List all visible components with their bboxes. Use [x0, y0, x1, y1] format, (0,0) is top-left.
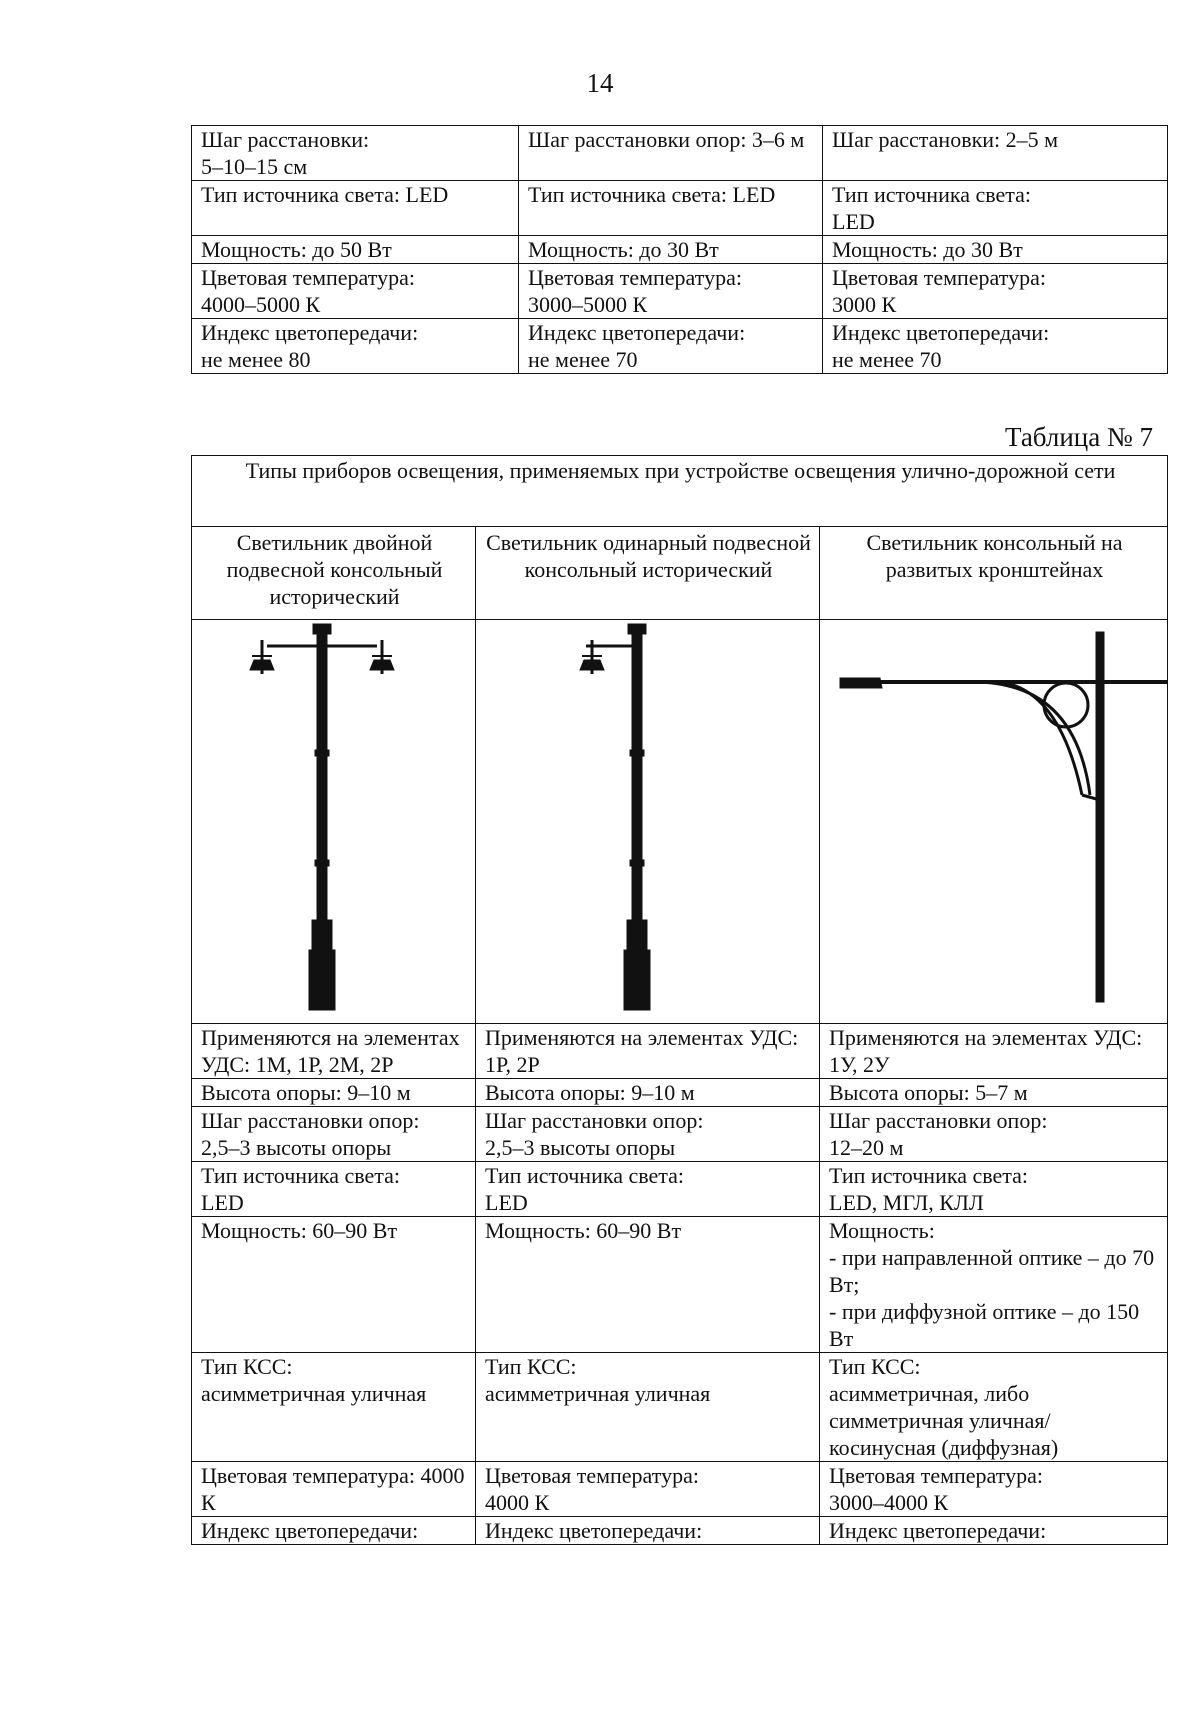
- bracket-console-lamp-icon: [820, 620, 1168, 1023]
- table-row: [192, 1024, 1168, 1079]
- table-row: [192, 1107, 1168, 1162]
- lighting-table: [191, 455, 1168, 1545]
- table-cell: Индекс цветопередачи:: [820, 1517, 1168, 1545]
- table-row: [192, 1353, 1168, 1462]
- table-row: [192, 1162, 1168, 1217]
- table-cell: Индекс цветопередачи: не менее 80: [192, 319, 519, 374]
- table-row: [192, 181, 1168, 236]
- image-cell: [192, 620, 476, 1024]
- table-cell: Шаг расстановки опор: 12–20 м: [820, 1107, 1168, 1162]
- page-number: 14: [586, 68, 614, 98]
- table-cell: Тип источника света: LED: [823, 181, 1168, 236]
- table-cell: Мощность: 60–90 Вт: [192, 1217, 476, 1353]
- table-cell: Применяются на элементах УДС: 1Р, 2Р: [476, 1024, 820, 1079]
- table-cell: Мощность: до 30 Вт: [823, 236, 1168, 264]
- image-cell: [476, 620, 820, 1024]
- column-header: Светильник двойной подвесной консольный исторический: [192, 527, 476, 620]
- table-row: [192, 1079, 1168, 1107]
- table-row: [192, 1217, 1168, 1353]
- table-cell: Шаг расстановки опор: 2,5–3 высоты опоры: [192, 1107, 476, 1162]
- table-row: [192, 1462, 1168, 1517]
- table-cell: Применяются на элементах УДС: 1У, 2У: [820, 1024, 1168, 1079]
- table-cell: Цветовая температура: 4000–5000 К: [192, 264, 519, 319]
- table-title: Типы приборов освещения, применяемых при устройстве освещения улично-дорожной сети: [192, 456, 1168, 527]
- table-cell: Тип КСС: асимметричная уличная: [476, 1353, 820, 1462]
- table-cell: Цветовая температура: 3000 К: [823, 264, 1168, 319]
- table-row: [192, 126, 1168, 181]
- table-cell: Шаг расстановки опор: 2,5–3 высоты опоры: [476, 1107, 820, 1162]
- double-historic-lamp-icon: [192, 620, 476, 1023]
- single-historic-lamp-icon: [476, 620, 820, 1023]
- top-table: [191, 125, 1168, 374]
- table-cell: Тип источника света: LED: [192, 181, 519, 236]
- table-cell: Тип КСС: асимметричная уличная: [192, 1353, 476, 1462]
- table-cell: Индекс цветопередачи:: [476, 1517, 820, 1545]
- table-cell: Тип источника света: LED: [476, 1162, 820, 1217]
- table-row: [192, 264, 1168, 319]
- table-cell: Высота опоры: 9–10 м: [192, 1079, 476, 1107]
- table-cell: Мощность: 60–90 Вт: [476, 1217, 820, 1353]
- table-caption: Таблица № 7: [1005, 422, 1153, 452]
- table-cell: Тип источника света: LED, МГЛ, КЛЛ: [820, 1162, 1168, 1217]
- column-header: Светильник одинарный подвесной консольный исторический: [476, 527, 820, 620]
- table-cell: Шаг расстановки: 2–5 м: [823, 126, 1168, 181]
- table-cell: Индекс цветопередачи:: [192, 1517, 476, 1545]
- table-cell: Цветовая температура: 4000 К: [476, 1462, 820, 1517]
- table-cell: Индекс цветопередачи: не менее 70: [519, 319, 823, 374]
- table-row: [192, 236, 1168, 264]
- table-cell: Шаг расстановки: 5–10–15 см: [192, 126, 519, 181]
- column-header: Светильник консольный на развитых кронштейнах: [820, 527, 1168, 620]
- table-cell: Тип КСС: асимметричная, либо симметричная уличная/ косинусная (диффузная): [820, 1353, 1168, 1462]
- table-cell: Шаг расстановки опор: 3–6 м: [519, 126, 823, 181]
- table-row: [192, 319, 1168, 374]
- table-cell: Мощность: до 50 Вт: [192, 236, 519, 264]
- table-cell: Мощность: до 30 Вт: [519, 236, 823, 264]
- table-row: [192, 1517, 1168, 1545]
- table-cell: Цветовая температура: 3000–5000 К: [519, 264, 823, 319]
- table-cell: Индекс цветопередачи: не менее 70: [823, 319, 1168, 374]
- table-cell: Высота опоры: 5–7 м: [820, 1079, 1168, 1107]
- table-cell: Цветовая температура: 3000–4000 К: [820, 1462, 1168, 1517]
- table-cell: Применяются на элементах УДС: 1М, 1Р, 2М, 2Р: [192, 1024, 476, 1079]
- image-cell: [820, 620, 1168, 1024]
- table-cell: Тип источника света: LED: [192, 1162, 476, 1217]
- table-cell: Тип источника света: LED: [519, 181, 823, 236]
- table-cell: Цветовая температура: 4000 К: [192, 1462, 476, 1517]
- table-cell: Высота опоры: 9–10 м: [476, 1079, 820, 1107]
- table-cell: Мощность: - при направленной оптике – до 70 Вт; - при диффузной оптике – до 150 Вт: [820, 1217, 1168, 1353]
